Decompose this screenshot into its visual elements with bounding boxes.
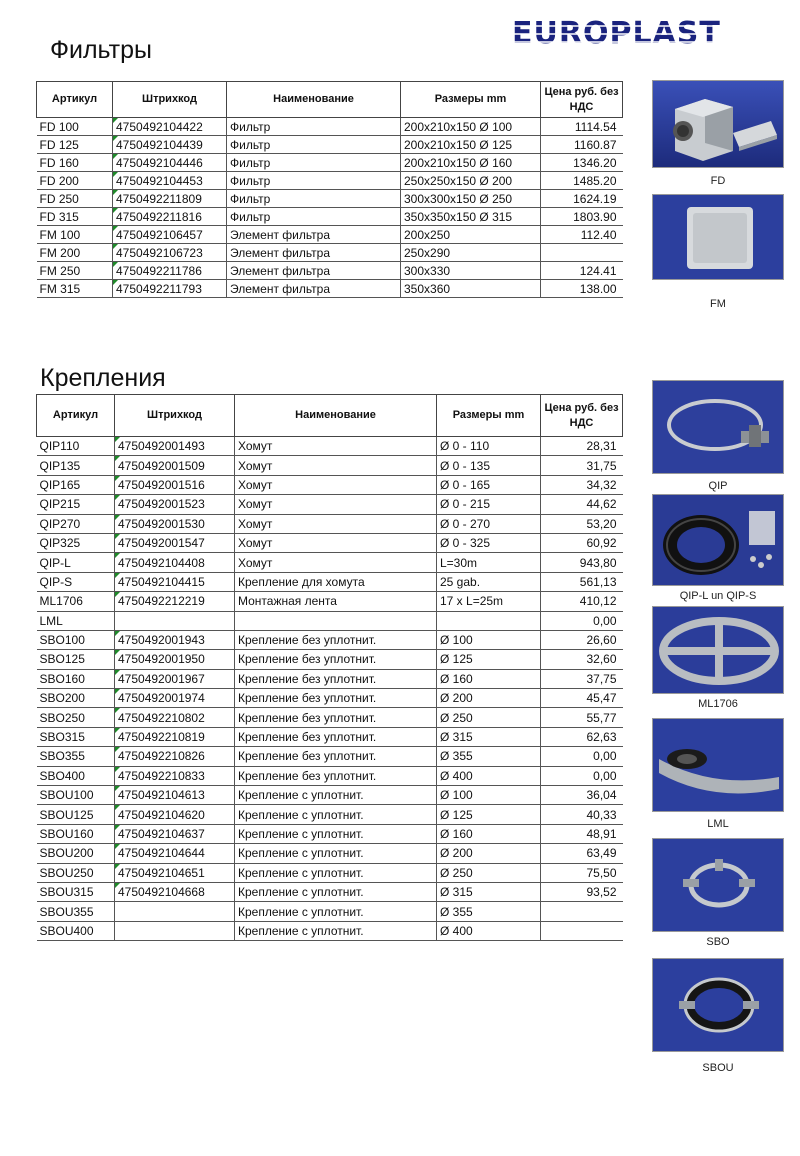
name-cell: Фильтр: [227, 208, 401, 226]
table-row: [37, 514, 623, 533]
name-cell: Фильтр: [227, 190, 401, 208]
article-cell: QIP215: [37, 495, 115, 514]
clamp-icon: [653, 381, 784, 474]
name-cell: Крепление без уплотнит.: [235, 747, 437, 766]
barcode-cell: 4750492211809: [113, 190, 227, 208]
price-cell: 31,75: [541, 456, 623, 475]
barcode-cell: 4750492001530: [115, 514, 235, 533]
article-cell: FD 250: [37, 190, 113, 208]
article-cell: SBOU400: [37, 921, 115, 940]
column-header: Размеры mm: [401, 82, 541, 118]
barcode-cell: 4750492104422: [113, 118, 227, 136]
name-cell: Крепление с уплотнит.: [235, 786, 437, 805]
barcode-cell: 4750492106457: [113, 226, 227, 244]
article-cell: SBOU125: [37, 805, 115, 824]
table-row: [37, 280, 623, 298]
name-cell: Элемент фильтра: [227, 226, 401, 244]
table-row: [37, 747, 623, 766]
column-header: Наименование: [235, 395, 437, 437]
column-header: Цена руб. без НДС: [541, 82, 623, 118]
table-row: [37, 553, 623, 572]
table-row: [37, 118, 623, 136]
table-row: [37, 921, 623, 940]
size-cell: 350x360: [401, 280, 541, 298]
article-cell: SBOU160: [37, 824, 115, 843]
name-cell: Крепление без уплотнит.: [235, 708, 437, 727]
size-cell: Ø 160: [437, 824, 541, 843]
barcode-cell: 4750492104651: [115, 863, 235, 882]
table-row: [37, 437, 623, 456]
photo-sbou: [652, 958, 784, 1052]
filters-title: Фильтры: [50, 36, 152, 64]
name-cell: Крепление без уплотнит.: [235, 727, 437, 746]
barcode-cell: 4750492104446: [113, 154, 227, 172]
table-row: [37, 902, 623, 921]
name-cell: Фильтр: [227, 118, 401, 136]
article-cell: SBO200: [37, 689, 115, 708]
size-cell: 250x250x150 Ø 200: [401, 172, 541, 190]
article-cell: SBOU200: [37, 844, 115, 863]
name-cell: Крепление без уплотнит.: [235, 669, 437, 688]
name-cell: Крепление с уплотнит.: [235, 844, 437, 863]
fastenings-table: [36, 394, 623, 941]
size-cell: 200x250: [401, 226, 541, 244]
barcode-cell: 4750492001950: [115, 650, 235, 669]
barcode-cell: 4750492001943: [115, 630, 235, 649]
article-cell: SBO125: [37, 650, 115, 669]
price-cell: 0,00: [541, 611, 623, 630]
table-row: [37, 824, 623, 843]
size-cell: Ø 355: [437, 902, 541, 921]
table-row: [37, 708, 623, 727]
name-cell: Хомут: [235, 553, 437, 572]
column-header: Цена руб. без НДС: [541, 395, 623, 437]
price-cell: 45,47: [541, 689, 623, 708]
size-cell: Ø 125: [437, 805, 541, 824]
price-cell: 1114.54: [541, 118, 623, 136]
table-row: [37, 475, 623, 494]
size-cell: 200x210x150 Ø 100: [401, 118, 541, 136]
barcode-cell: 4750492104620: [115, 805, 235, 824]
article-cell: LML: [37, 611, 115, 630]
caption-fd: FD: [710, 175, 726, 187]
price-cell: 26,60: [541, 630, 623, 649]
name-cell: Хомут: [235, 533, 437, 552]
size-cell: Ø 0 - 325: [437, 533, 541, 552]
size-cell: Ø 0 - 165: [437, 475, 541, 494]
article-cell: FM 100: [37, 226, 113, 244]
barcode-cell: 4750492211793: [113, 280, 227, 298]
price-cell: 75,50: [541, 863, 623, 882]
mounting-tape-icon: [653, 607, 784, 694]
price-cell: 36,04: [541, 786, 623, 805]
name-cell: Крепление с уплотнит.: [235, 824, 437, 843]
size-cell: 300x330: [401, 262, 541, 280]
size-cell: Ø 0 - 215: [437, 495, 541, 514]
size-cell: Ø 400: [437, 921, 541, 940]
barcode-cell: 4750492001547: [115, 533, 235, 552]
brand-name: EUROPLAST: [512, 16, 721, 51]
article-cell: SBO400: [37, 766, 115, 785]
table-row: [37, 262, 623, 280]
article-cell: FD 125: [37, 136, 113, 154]
photo-fm: [652, 194, 784, 280]
price-cell: 112.40: [541, 226, 623, 244]
price-cell: 124.41: [541, 262, 623, 280]
size-cell: Ø 0 - 110: [437, 437, 541, 456]
table-row: [37, 533, 623, 552]
article-cell: SBO250: [37, 708, 115, 727]
barcode-cell: 4750492104637: [115, 824, 235, 843]
column-header: Артикул: [37, 395, 115, 437]
column-header: Артикул: [37, 82, 113, 118]
table-row: [37, 456, 623, 475]
barcode-cell: 4750492104453: [113, 172, 227, 190]
tape-roll-icon: [653, 719, 784, 812]
table-row: [37, 630, 623, 649]
table-row: [37, 136, 623, 154]
size-cell: 17 x L=25m: [437, 592, 541, 611]
article-cell: SBO315: [37, 727, 115, 746]
price-cell: [541, 244, 623, 262]
size-cell: Ø 315: [437, 727, 541, 746]
barcode-cell: [115, 611, 235, 630]
barcode-cell: 4750492211816: [113, 208, 227, 226]
name-cell: Крепление с уплотнит.: [235, 882, 437, 901]
price-cell: 1346.20: [541, 154, 623, 172]
price-cell: [541, 921, 623, 940]
table-row: [37, 805, 623, 824]
article-cell: SBOU315: [37, 882, 115, 901]
price-cell: 1803.90: [541, 208, 623, 226]
filter-element-icon: [653, 195, 784, 280]
size-cell: 350x350x150 Ø 315: [401, 208, 541, 226]
price-cell: 62,63: [541, 727, 623, 746]
size-cell: Ø 0 - 270: [437, 514, 541, 533]
filter-box-icon: [653, 81, 784, 168]
article-cell: SBO100: [37, 630, 115, 649]
name-cell: Крепление без уплотнит.: [235, 766, 437, 785]
name-cell: Крепление без уплотнит.: [235, 650, 437, 669]
name-cell: Фильтр: [227, 136, 401, 154]
price-cell: 93,52: [541, 882, 623, 901]
name-cell: Элемент фильтра: [227, 244, 401, 262]
barcode-cell: 4750492104439: [113, 136, 227, 154]
price-cell: 32,60: [541, 650, 623, 669]
name-cell: Хомут: [235, 495, 437, 514]
caption-fm: FM: [710, 298, 726, 310]
price-cell: 1160.87: [541, 136, 623, 154]
article-cell: ML1706: [37, 592, 115, 611]
article-cell: SBOU100: [37, 786, 115, 805]
name-cell: Хомут: [235, 437, 437, 456]
caption-qip: QIP: [708, 480, 728, 492]
size-cell: 250x290: [401, 244, 541, 262]
name-cell: Крепление без уплотнит.: [235, 689, 437, 708]
table-row: [37, 689, 623, 708]
table-row: [37, 226, 623, 244]
article-cell: FD 100: [37, 118, 113, 136]
photo-qip: [652, 380, 784, 474]
price-cell: 943,80: [541, 553, 623, 572]
table-row: [37, 592, 623, 611]
column-header: Наименование: [227, 82, 401, 118]
table-row: [37, 172, 623, 190]
barcode-cell: 4750492104668: [115, 882, 235, 901]
barcode-cell: 4750492104644: [115, 844, 235, 863]
size-cell: 300x300x150 Ø 250: [401, 190, 541, 208]
barcode-cell: [115, 921, 235, 940]
name-cell: Хомут: [235, 456, 437, 475]
barcode-cell: 4750492104415: [115, 572, 235, 591]
size-cell: Ø 250: [437, 863, 541, 882]
article-cell: SBOU355: [37, 902, 115, 921]
price-cell: 0,00: [541, 747, 623, 766]
caption-ml1706: ML1706: [698, 698, 738, 710]
name-cell: Монтажная лента: [235, 592, 437, 611]
caption-qip-l: QIP-L un QIP-S: [679, 590, 757, 602]
size-cell: Ø 125: [437, 650, 541, 669]
europlast-logo: [512, 14, 784, 54]
barcode-cell: 4750492106723: [113, 244, 227, 262]
caption-sbo: SBO: [706, 936, 730, 948]
barcode-cell: 4750492210802: [115, 708, 235, 727]
size-cell: L=30m: [437, 553, 541, 572]
name-cell: Крепление без уплотнит.: [235, 630, 437, 649]
article-cell: FD 200: [37, 172, 113, 190]
photo-ml1706: [652, 606, 784, 694]
name-cell: Хомут: [235, 475, 437, 494]
price-cell: 53,20: [541, 514, 623, 533]
article-cell: SBO355: [37, 747, 115, 766]
price-cell: 1485.20: [541, 172, 623, 190]
name-cell: Элемент фильтра: [227, 280, 401, 298]
barcode-cell: 4750492212219: [115, 592, 235, 611]
article-cell: QIP270: [37, 514, 115, 533]
table-row: [37, 844, 623, 863]
barcode-cell: 4750492210819: [115, 727, 235, 746]
price-cell: 34,32: [541, 475, 623, 494]
name-cell: Фильтр: [227, 154, 401, 172]
name-cell: Крепление с уплотнит.: [235, 863, 437, 882]
price-cell: 0,00: [541, 766, 623, 785]
size-cell: Ø 100: [437, 786, 541, 805]
article-cell: QIP325: [37, 533, 115, 552]
price-cell: 48,91: [541, 824, 623, 843]
price-cell: 40,33: [541, 805, 623, 824]
table-row: [37, 863, 623, 882]
column-header: Штрихкод: [113, 82, 227, 118]
table-row: [37, 650, 623, 669]
caption-sbou: SBOU: [702, 1062, 734, 1074]
table-row: [37, 572, 623, 591]
article-cell: FD 160: [37, 154, 113, 172]
price-cell: 63,49: [541, 844, 623, 863]
barcode-cell: 4750492001493: [115, 437, 235, 456]
article-cell: SBOU250: [37, 863, 115, 882]
article-cell: QIP-S: [37, 572, 115, 591]
barcode-cell: 4750492001509: [115, 456, 235, 475]
name-cell: Крепление для хомута: [235, 572, 437, 591]
clamp-tape-icon: [653, 495, 784, 586]
article-cell: FM 200: [37, 244, 113, 262]
price-cell: 410,12: [541, 592, 623, 611]
table-row: [37, 766, 623, 785]
size-cell: 25 gab.: [437, 572, 541, 591]
price-cell: [541, 902, 623, 921]
barcode-cell: 4750492211786: [113, 262, 227, 280]
price-cell: 60,92: [541, 533, 623, 552]
table-row: [37, 669, 623, 688]
size-cell: Ø 355: [437, 747, 541, 766]
price-cell: 561,13: [541, 572, 623, 591]
table-row: [37, 190, 623, 208]
size-cell: Ø 250: [437, 708, 541, 727]
barcode-cell: [115, 902, 235, 921]
bracket-icon: [653, 839, 784, 932]
column-header: Штрихкод: [115, 395, 235, 437]
price-cell: 55,77: [541, 708, 623, 727]
article-cell: QIP165: [37, 475, 115, 494]
table-row: [37, 882, 623, 901]
article-cell: QIP135: [37, 456, 115, 475]
table-row: [37, 611, 623, 630]
size-cell: Ø 200: [437, 689, 541, 708]
photo-qip-l: [652, 494, 784, 586]
name-cell: Крепление с уплотнит.: [235, 921, 437, 940]
fastenings-title: Крепления: [40, 364, 166, 392]
article-cell: FM 250: [37, 262, 113, 280]
table-row: [37, 154, 623, 172]
name-cell: Хомут: [235, 514, 437, 533]
price-cell: 37,75: [541, 669, 623, 688]
logo-stripes: [512, 14, 784, 54]
barcode-cell: 4750492001967: [115, 669, 235, 688]
name-cell: Элемент фильтра: [227, 262, 401, 280]
article-cell: FM 315: [37, 280, 113, 298]
photo-fd: [652, 80, 784, 168]
bracket-sealed-icon: [653, 959, 784, 1052]
size-cell: 200x210x150 Ø 125: [401, 136, 541, 154]
article-cell: SBO160: [37, 669, 115, 688]
size-cell: Ø 160: [437, 669, 541, 688]
table-row: [37, 495, 623, 514]
size-cell: 200x210x150 Ø 160: [401, 154, 541, 172]
barcode-cell: 4750492210833: [115, 766, 235, 785]
price-cell: 28,31: [541, 437, 623, 456]
name-cell: Крепление с уплотнит.: [235, 805, 437, 824]
name-cell: Фильтр: [227, 172, 401, 190]
barcode-cell: 4750492001516: [115, 475, 235, 494]
barcode-cell: 4750492104408: [115, 553, 235, 572]
size-cell: Ø 200: [437, 844, 541, 863]
column-header: Размеры mm: [437, 395, 541, 437]
size-cell: Ø 0 - 135: [437, 456, 541, 475]
price-cell: 1624.19: [541, 190, 623, 208]
size-cell: [437, 611, 541, 630]
name-cell: [235, 611, 437, 630]
size-cell: Ø 100: [437, 630, 541, 649]
caption-lml: LML: [707, 818, 729, 830]
barcode-cell: 4750492210826: [115, 747, 235, 766]
barcode-cell: 4750492001974: [115, 689, 235, 708]
barcode-cell: 4750492104613: [115, 786, 235, 805]
table-row: [37, 786, 623, 805]
article-cell: FD 315: [37, 208, 113, 226]
filters-table: [36, 81, 623, 298]
size-cell: Ø 400: [437, 766, 541, 785]
table-row: [37, 727, 623, 746]
photo-lml: [652, 718, 784, 812]
price-cell: 44,62: [541, 495, 623, 514]
table-row: [37, 244, 623, 262]
size-cell: Ø 315: [437, 882, 541, 901]
photo-sbo: [652, 838, 784, 932]
name-cell: Крепление с уплотнит.: [235, 902, 437, 921]
price-cell: 138.00: [541, 280, 623, 298]
table-row: [37, 208, 623, 226]
article-cell: QIP-L: [37, 553, 115, 572]
barcode-cell: 4750492001523: [115, 495, 235, 514]
article-cell: QIP110: [37, 437, 115, 456]
